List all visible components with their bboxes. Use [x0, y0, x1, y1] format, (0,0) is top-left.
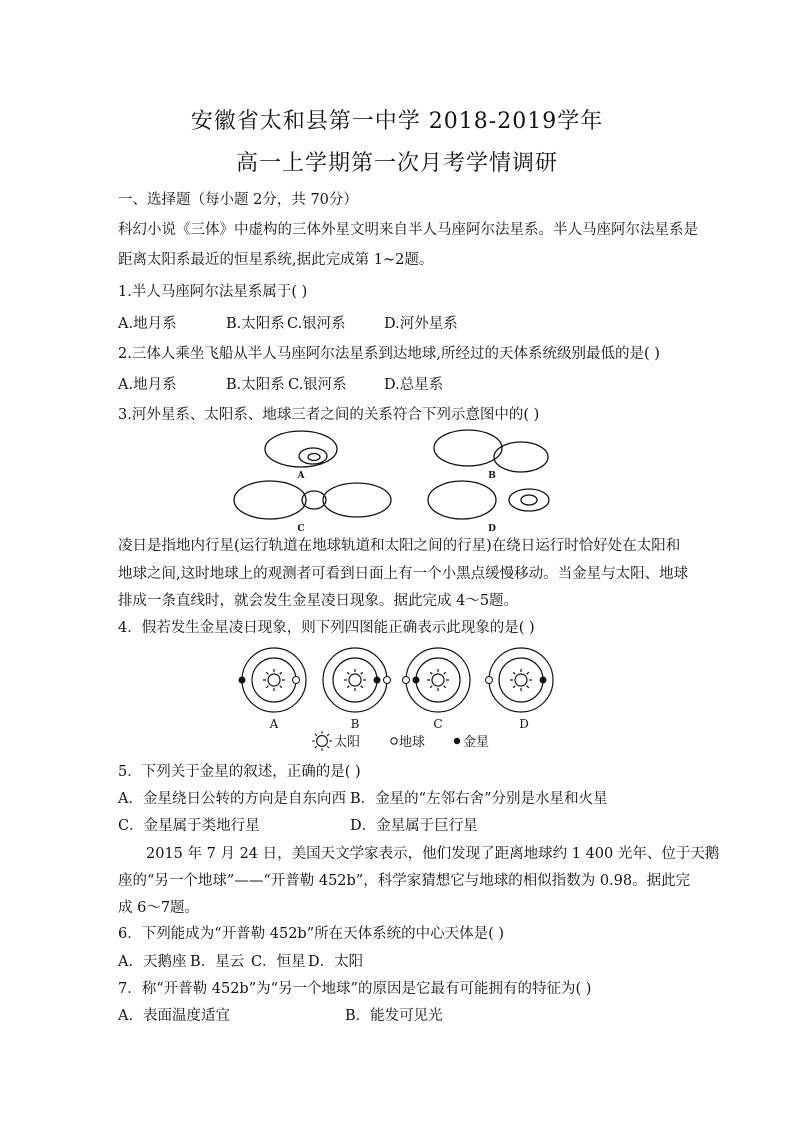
passage-2-line-2: 地球之间,这时地球上的观测者可看到日面上有一个小黑点缓慢移动。当金星与太阳、地球	[118, 566, 689, 582]
fig3-b-small	[494, 442, 548, 472]
question-2-option-d: D.总星系	[384, 377, 444, 393]
question-1-option-c: C.银河系	[287, 316, 346, 332]
fig4-label-d: D	[519, 717, 529, 731]
fig4-c-sun-icon	[427, 669, 449, 691]
passage-1-line-1: 科幻小说《三体》中虚构的三体外星文明来自半人马座阿尔法星系。半人马座阿尔法星系是	[118, 222, 698, 238]
passage-1-line-2: 距离太阳系最近的恒星系统,据此完成第 1~2题。	[118, 252, 434, 268]
question-6: 6．下列能成为“开普勒 452b”所在天体系统的中心天体是( )	[118, 926, 505, 942]
fig4-label-c: C	[433, 717, 443, 731]
fig3-label-a: A	[297, 471, 305, 481]
fig4-b-venus	[374, 677, 381, 684]
question-2-option-c: C.银河系	[288, 377, 347, 393]
title-line-2: 高一上学期第一次月考学情调研	[235, 151, 558, 176]
passage-3-line-3: 成 6～7题。	[118, 900, 200, 916]
question-1-option-b: B.太阳系	[226, 316, 285, 332]
question-5: 5．下列关于金星的叙述，正确的是( )	[118, 764, 361, 780]
question-1-option-d: D.河外星系	[384, 316, 458, 332]
passage-2-line-3: 排成一条直线时，就会发生金星凌日现象。据此完成 4～5题。	[118, 593, 519, 609]
legend-earth-label: 地球	[399, 735, 426, 750]
question-6-option-b: B．星云	[190, 954, 245, 970]
fig3-a-inner	[308, 454, 320, 461]
question-7-option-b: B．能发可见光	[345, 1008, 443, 1024]
question-5-option-d: D．金星属于巨行星	[350, 818, 478, 834]
section-heading: 一、选择题（每小题 2分，共 70分）	[118, 192, 358, 208]
question-7-option-a: A．表面温度适宜	[118, 1008, 230, 1024]
fig4-c-venus	[413, 677, 420, 684]
fig3-a-middle	[299, 448, 327, 464]
fig3-label-d: D	[488, 524, 496, 534]
question-6-option-a: A．天鹅座	[118, 954, 187, 970]
fig3-b-large	[434, 430, 502, 466]
fig4-d-venus	[540, 677, 547, 684]
fig4-d-earth	[486, 677, 493, 684]
fig4-b-earth	[384, 677, 391, 684]
fig3-d-medium	[509, 489, 549, 511]
title-line-1: 安徽省太和县第一中学 2018-2019学年	[190, 109, 604, 134]
fig4-c-earth	[403, 677, 410, 684]
fig4-label-a: A	[269, 717, 279, 731]
fig3-d-small	[521, 495, 537, 505]
fig3-label-b: B	[488, 471, 496, 481]
passage-2-line-1: 凌日是指地内行星(运行轨道在地球轨道和太阳之间的行星)在绕日运行时恰好处在太阳和	[118, 538, 681, 554]
passage-3-line-1: 2015 年 7 月 24 日，美国天文学家表示，他们发现了距离地球约 1 400 光年、位于天鹅	[146, 846, 720, 862]
question-1-option-a: A.地月系	[118, 316, 177, 332]
question-6-option-c: C．恒星	[251, 954, 306, 970]
fig3-label-c: C	[297, 524, 305, 534]
fig3-a-outer	[265, 431, 337, 467]
question-4-figure	[232, 642, 562, 754]
fig4-d-sun-icon	[510, 669, 532, 691]
fig4-b-sun-icon	[344, 669, 366, 691]
question-5-option-b: B．金星的“左邻右舍”分别是水星和火星	[350, 791, 608, 807]
question-3: 3.河外星系、太阳系、地球三者之间的关系符合下列示意图中的( )	[118, 407, 540, 423]
question-5-option-c: C．金星属于类地行星	[118, 818, 260, 834]
legend-sun-label: 太阳	[334, 735, 361, 750]
fig4-a-venus	[239, 677, 246, 684]
fig3-c-left	[234, 481, 306, 519]
question-2: 2.三体人乘坐飞船从半人马座阿尔法星系到达地球,所经过的天体系统级别最低的是( )	[118, 346, 660, 362]
fig3-c-right	[323, 483, 391, 517]
legend-venus-icon	[454, 738, 460, 744]
question-3-figure	[230, 428, 570, 534]
legend-sun-icon	[312, 731, 332, 751]
fig4-a-sun-icon	[263, 669, 285, 691]
fig3-d-large	[428, 481, 496, 519]
question-7: 7．称“开普勒 452b”为“另一个地球”的原因是它最有可能拥有的特征为( )	[118, 981, 592, 997]
question-2-option-a: A.地月系	[118, 377, 177, 393]
legend-venus-label: 金星	[463, 735, 490, 750]
question-6-option-d: D．太阳	[308, 954, 364, 970]
question-1: 1.半人马座阿尔法星系属于( )	[118, 284, 308, 300]
fig4-a-earth	[293, 677, 300, 684]
question-4: 4．假若发生金星凌日现象，则下列四图能正确表示此现象的是( )	[118, 620, 535, 636]
question-5-option-a: A．金星绕日公转的方向是自东向西	[118, 791, 346, 807]
fig4-label-b: B	[350, 717, 360, 731]
question-2-option-b: B.太阳系	[226, 377, 285, 393]
passage-3-line-2: 座的“另一个地球”——“开普勒 452b”，科学家猜想它与地球的相似指数为 0.98。据此完	[118, 873, 691, 889]
legend-earth-icon	[391, 738, 397, 744]
